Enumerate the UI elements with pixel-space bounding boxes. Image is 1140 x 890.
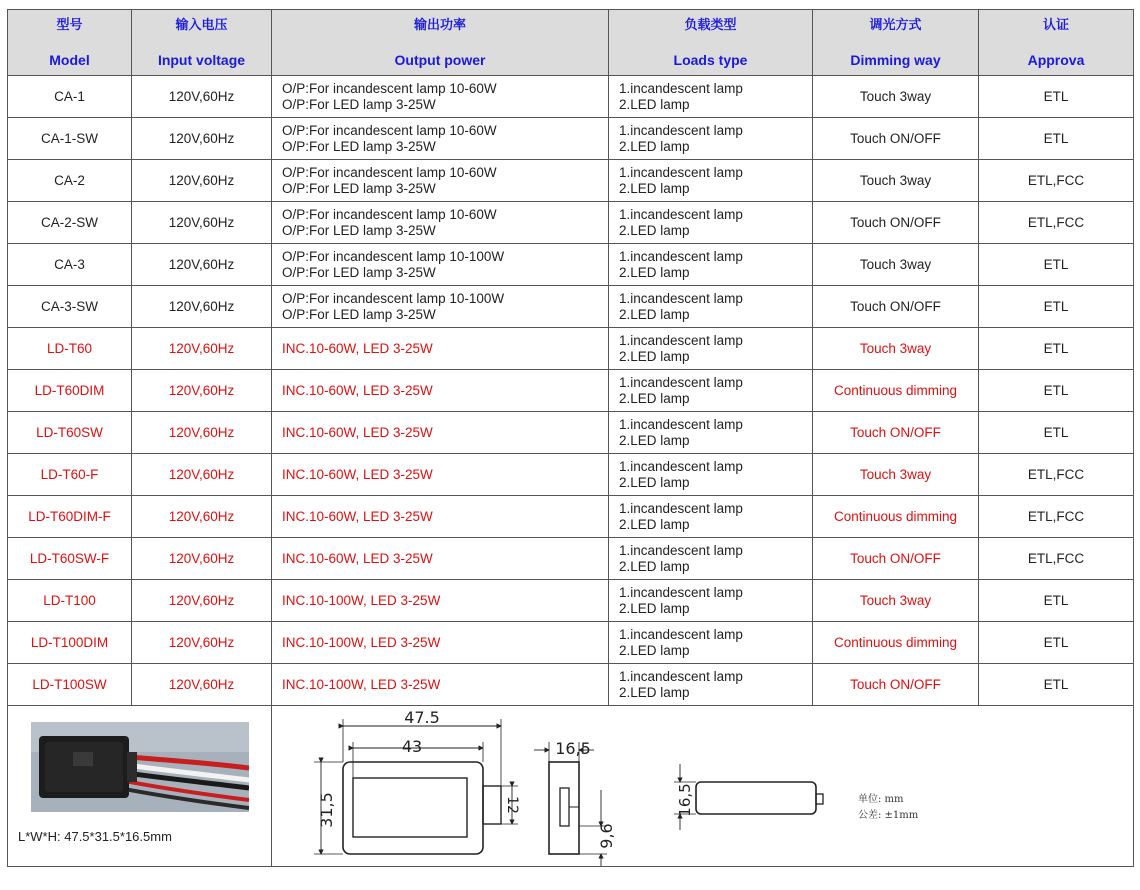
table-row (8, 496, 1134, 538)
cell-model: CA-1-SW (8, 118, 132, 160)
cell-approval: ETL,FCC (979, 202, 1134, 244)
cell-dimming: Touch ON/OFF (813, 202, 979, 244)
cell-approval: ETL (979, 622, 1134, 664)
cell-voltage: 120V,60Hz (132, 664, 272, 706)
cell-load: 1.incandescent lamp 2.LED lamp (609, 664, 813, 706)
cell-approval: ETL (979, 580, 1134, 622)
cell-load: 1.incandescent lamp 2.LED lamp (609, 118, 813, 160)
cell-voltage: 120V,60Hz (132, 454, 272, 496)
cell-load: 1.incandescent lamp 2.LED lamp (609, 496, 813, 538)
cell-power: INC.10-100W, LED 3-25W (272, 580, 609, 622)
cell-power: INC.10-60W, LED 3-25W (272, 370, 609, 412)
table-row (8, 244, 1134, 286)
table-row (8, 328, 1134, 370)
cell-dimming: Touch 3way (813, 244, 979, 286)
cell-voltage: 120V,60Hz (132, 412, 272, 454)
header-dimming-way: 调光方式 Dimming way (813, 10, 979, 76)
cell-dimming: Touch 3way (813, 328, 979, 370)
table-row (8, 538, 1134, 580)
cell-voltage: 120V,60Hz (132, 118, 272, 160)
cell-power: O/P:For incandescent lamp 10-100W O/P:For LED lamp 3-25W (272, 286, 609, 328)
cell-load: 1.incandescent lamp 2.LED lamp (609, 244, 813, 286)
dim-label-31-5: 31,5 (317, 792, 336, 828)
table-row (8, 202, 1134, 244)
table-row (8, 286, 1134, 328)
dim-label-9-6: 9,6 (597, 823, 616, 849)
cell-model: LD-T100SW (8, 664, 132, 706)
cell-approval: ETL,FCC (979, 454, 1134, 496)
cell-power: O/P:For incandescent lamp 10-60W O/P:For LED lamp 3-25W (272, 118, 609, 160)
cell-approval: ETL (979, 664, 1134, 706)
table-row (8, 454, 1134, 496)
cell-load: 1.incandescent lamp 2.LED lamp (609, 328, 813, 370)
cell-dimming: Touch 3way (813, 454, 979, 496)
cell-power: INC.10-60W, LED 3-25W (272, 496, 609, 538)
cell-model: LD-T60SW (8, 412, 132, 454)
cell-model: CA-2 (8, 160, 132, 202)
spec-table (7, 9, 1134, 867)
cell-model: LD-T60-F (8, 454, 132, 496)
unit-label: 单位: mm (858, 794, 904, 805)
cell-load: 1.incandescent lamp 2.LED lamp (609, 580, 813, 622)
tolerance-label: 公差: ±1mm (858, 810, 919, 821)
cell-voltage: 120V,60Hz (132, 496, 272, 538)
table-row (8, 664, 1134, 706)
cell-dimming: Touch ON/OFF (813, 286, 979, 328)
cell-dimming: Touch 3way (813, 76, 979, 118)
dimension-drawing-cell (272, 706, 1134, 867)
cell-load: 1.incandescent lamp 2.LED lamp (609, 370, 813, 412)
cell-dimming: Continuous dimming (813, 370, 979, 412)
cell-voltage: 120V,60Hz (132, 160, 272, 202)
cell-dimming: Touch ON/OFF (813, 412, 979, 454)
cell-voltage: 120V,60Hz (132, 202, 272, 244)
table-row (8, 412, 1134, 454)
dim-label-12: 12 (504, 796, 520, 814)
cell-approval: ETL,FCC (979, 160, 1134, 202)
cell-power: INC.10-60W, LED 3-25W (272, 454, 609, 496)
cell-load: 1.incandescent lamp 2.LED lamp (609, 76, 813, 118)
dim-label-16-5-top: 16,5 (555, 739, 591, 758)
cell-voltage: 120V,60Hz (132, 328, 272, 370)
cell-load: 1.incandescent lamp 2.LED lamp (609, 160, 813, 202)
cell-model: CA-3 (8, 244, 132, 286)
cell-approval: ETL (979, 328, 1134, 370)
cell-model: LD-T60SW-F (8, 538, 132, 580)
cell-dimming: Continuous dimming (813, 496, 979, 538)
table-row (8, 580, 1134, 622)
cell-model: CA-1 (8, 76, 132, 118)
dim-label-43: 43 (401, 737, 423, 756)
dimension-drawing (272, 706, 1132, 866)
cell-voltage: 120V,60Hz (132, 76, 272, 118)
dim-label-16-5-side: 16,5 (676, 783, 694, 817)
table-row (8, 118, 1134, 160)
cell-approval: ETL (979, 286, 1134, 328)
cell-load: 1.incandescent lamp 2.LED lamp (609, 622, 813, 664)
cell-dimming: Touch 3way (813, 160, 979, 202)
cell-load: 1.incandescent lamp 2.LED lamp (609, 202, 813, 244)
dimensions-text: L*W*H: 47.5*31.5*16.5mm (18, 829, 172, 844)
cell-approval: ETL (979, 412, 1134, 454)
cell-dimming: Touch ON/OFF (813, 538, 979, 580)
cell-load: 1.incandescent lamp 2.LED lamp (609, 538, 813, 580)
cell-power: O/P:For incandescent lamp 10-60W O/P:For LED lamp 3-25W (272, 76, 609, 118)
cell-power: INC.10-60W, LED 3-25W (272, 412, 609, 454)
cell-model: LD-T60DIM-F (8, 496, 132, 538)
cell-model: CA-3-SW (8, 286, 132, 328)
dim-label-47-5: 47.5 (404, 708, 440, 727)
header-row (8, 10, 1134, 76)
cell-model: LD-T100 (8, 580, 132, 622)
cell-voltage: 120V,60Hz (132, 538, 272, 580)
cell-voltage: 120V,60Hz (132, 580, 272, 622)
cell-approval: ETL (979, 118, 1134, 160)
cell-dimming: Touch ON/OFF (813, 118, 979, 160)
cell-power: INC.10-60W, LED 3-25W (272, 538, 609, 580)
cell-voltage: 120V,60Hz (132, 286, 272, 328)
table-row (8, 622, 1134, 664)
cell-approval: ETL (979, 76, 1134, 118)
cell-power: O/P:For incandescent lamp 10-100W O/P:For LED lamp 3-25W (272, 244, 609, 286)
cell-approval: ETL,FCC (979, 496, 1134, 538)
cell-voltage: 120V,60Hz (132, 370, 272, 412)
bottom-row (8, 706, 1134, 867)
table-row (8, 76, 1134, 118)
cell-approval: ETL,FCC (979, 538, 1134, 580)
header-model: 型号 Model (8, 10, 132, 76)
header-input-voltage: 输入电压 Input voltage (132, 10, 272, 76)
cell-model: LD-T60 (8, 328, 132, 370)
cell-voltage: 120V,60Hz (132, 244, 272, 286)
cell-power: O/P:For incandescent lamp 10-60W O/P:For LED lamp 3-25W (272, 202, 609, 244)
cell-load: 1.incandescent lamp 2.LED lamp (609, 412, 813, 454)
cell-voltage: 120V,60Hz (132, 622, 272, 664)
cell-power: INC.10-100W, LED 3-25W (272, 664, 609, 706)
product-photo-drawing (31, 722, 249, 812)
cell-model: CA-2-SW (8, 202, 132, 244)
cell-power: INC.10-100W, LED 3-25W (272, 622, 609, 664)
cell-power: INC.10-60W, LED 3-25W (272, 328, 609, 370)
cell-model: LD-T60DIM (8, 370, 132, 412)
top-view (674, 764, 823, 830)
cell-approval: ETL (979, 244, 1134, 286)
table-row (8, 160, 1134, 202)
cell-dimming: Touch 3way (813, 580, 979, 622)
product-photo-cell (8, 706, 272, 867)
cell-load: 1.incandescent lamp 2.LED lamp (609, 286, 813, 328)
cell-model: LD-T100DIM (8, 622, 132, 664)
cell-load: 1.incandescent lamp 2.LED lamp (609, 454, 813, 496)
header-approval: 认证 Approva (979, 10, 1134, 76)
cell-dimming: Touch ON/OFF (813, 664, 979, 706)
table-row (8, 370, 1134, 412)
cell-dimming: Continuous dimming (813, 622, 979, 664)
cell-power: O/P:For incandescent lamp 10-60W O/P:For LED lamp 3-25W (272, 160, 609, 202)
cell-approval: ETL (979, 370, 1134, 412)
header-output-power: 输出功率 Output power (272, 10, 609, 76)
header-loads-type: 负载类型 Loads type (609, 10, 813, 76)
product-photo (31, 722, 249, 812)
